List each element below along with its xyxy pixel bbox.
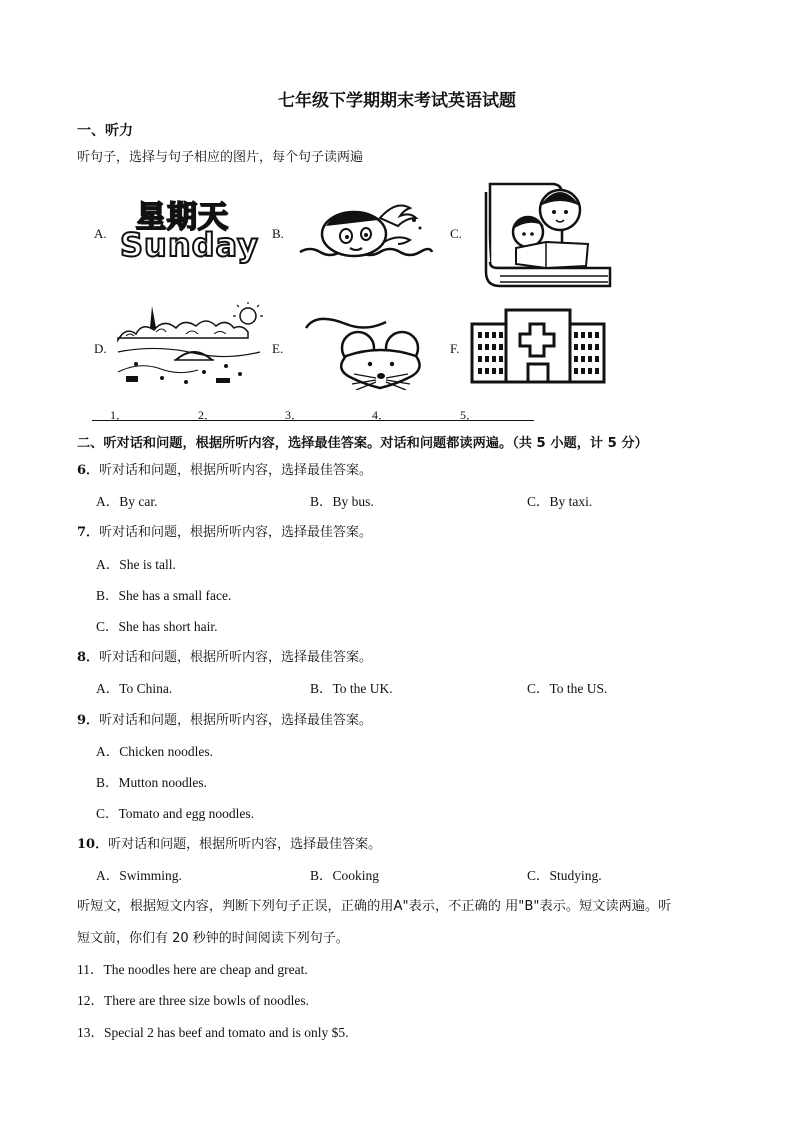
option-9a: A．Chicken noodles. [96, 744, 213, 759]
question-8 [77, 646, 372, 665]
blank-2: 2． [198, 408, 217, 422]
question-text: 听对话和问题，根据所听内容，选择最佳答案。 [99, 650, 373, 665]
question-number: 7． [77, 525, 100, 540]
hospital-picture [470, 306, 606, 384]
reading-picture [476, 172, 612, 294]
section1-heading: 一、听力 [77, 123, 133, 139]
question-10 [77, 833, 381, 852]
option-9c: C．Tomato and egg noodles. [96, 806, 255, 821]
option-6a: A．By car. [96, 494, 158, 509]
option-10b: B．Cooking [310, 868, 380, 883]
blank-1: 1． [110, 408, 129, 422]
option-10c: C．Studying. [527, 868, 602, 883]
sunday-english-text: Sunday [120, 226, 259, 264]
question-6 [77, 459, 372, 478]
question-9 [77, 709, 372, 728]
question-7 [77, 521, 372, 540]
statement-12: 12．There are three size bowls of noodles. [77, 993, 310, 1008]
statement-13: 13．Special 2 has beef and tomato and is only $5. [77, 1025, 349, 1040]
mouse-picture [302, 310, 434, 390]
question-number: 10． [77, 837, 109, 852]
page-title: 七年级下学期期末考试英语试题 [278, 91, 516, 111]
swimming-picture [296, 190, 436, 266]
option-7c: C．She has short hair. [96, 619, 218, 634]
picture-label-f: F. [450, 341, 460, 356]
option-9b: B．Mutton noodles. [96, 775, 208, 790]
picture-label-d: D. [94, 341, 107, 356]
option-7a: A．She is tall. [96, 557, 176, 572]
question-text: 听对话和问题，根据所听内容，选择最佳答案。 [99, 463, 373, 478]
question-number: 8． [77, 650, 100, 665]
option-8c: C．To the US. [527, 681, 608, 696]
sunday-chinese-text: 星期天 [136, 200, 229, 235]
sunday-picture [118, 190, 258, 270]
blank-3: 3． [285, 408, 304, 422]
picture-label-c: C. [450, 226, 462, 241]
question-number: 6． [77, 463, 100, 478]
blank-4: 4． [372, 408, 391, 422]
option-8b: B．To the UK. [310, 681, 393, 696]
option-8a: A．To China. [96, 681, 173, 696]
question-text: 听对话和问题，根据所听内容，选择最佳答案。 [99, 525, 373, 540]
option-6c: C．By taxi. [527, 494, 593, 509]
picture-label-e: E. [272, 341, 284, 356]
picture-label-b: B. [272, 226, 284, 241]
park-picture [116, 302, 264, 390]
option-7b: B．She has a small face. [96, 588, 232, 603]
section3-instruction-line1: 听短文，根据短文内容，判断下列句子正误，正确的用A"表示，不正确的 用"B"表示。短文读两遍。听 [77, 899, 672, 914]
blank-5: 5． [460, 408, 479, 422]
statement-11: 11．The noodles here are cheap and great. [77, 962, 308, 977]
option-6b: B．By bus. [310, 494, 374, 509]
picture-label-a: A. [94, 226, 107, 241]
section1-instruction: 听句子，选择与句子相应的图片，每个句子读两遍 [77, 150, 364, 165]
option-10a: A．Swimming. [96, 868, 182, 883]
question-number: 9． [77, 713, 100, 728]
section3-instruction-line2: 短文前，你们有 20 秒钟的时间阅读下列句子。 [77, 931, 349, 946]
section2-heading: 二、听对话和问题，根据所听内容，选择最佳答案。对话和问题都读两遍。（共 5 小题，计 5 分） [77, 436, 648, 451]
question-text: 听对话和问题，根据所听内容，选择最佳答案。 [108, 837, 382, 852]
question-text: 听对话和问题，根据所听内容，选择最佳答案。 [99, 713, 373, 728]
